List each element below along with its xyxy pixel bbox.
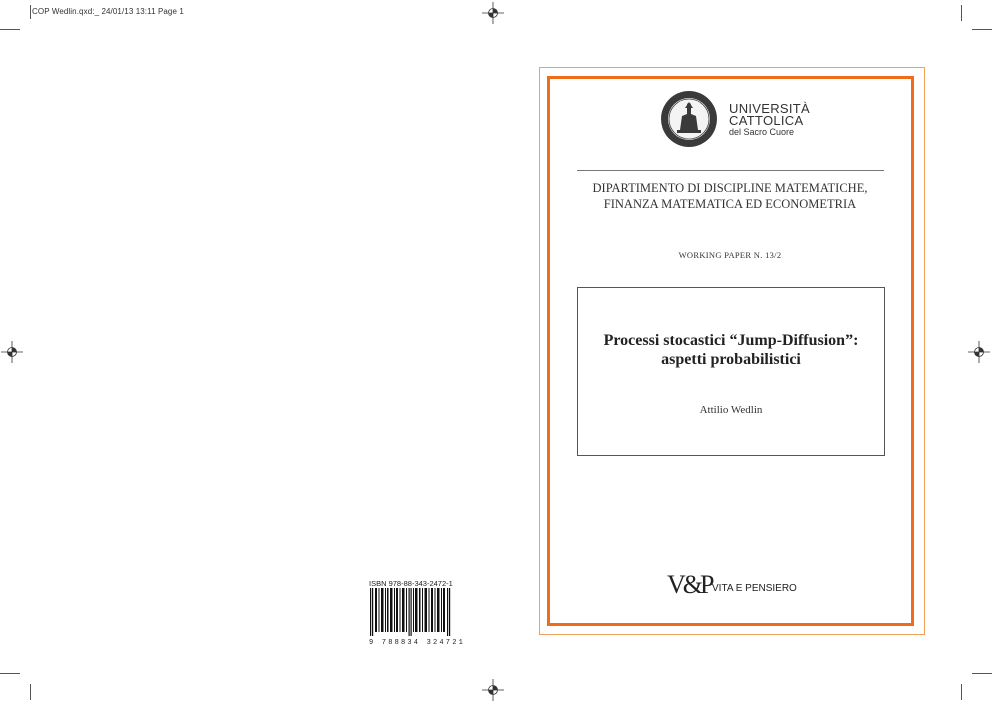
crop-mark-bottom-left-v bbox=[30, 684, 31, 700]
divider-rule bbox=[577, 170, 884, 171]
publisher-name: VITA E PENSIERO bbox=[712, 583, 797, 594]
slug-text: COP Wedlin.qxd:_ 24/01/13 13:11 Page 1 bbox=[32, 7, 184, 16]
university-seal-icon bbox=[660, 90, 718, 148]
university-line1: UNIVERSITÀ bbox=[729, 101, 811, 116]
paper-title bbox=[577, 331, 885, 369]
registration-mark-top bbox=[482, 2, 504, 24]
department-name bbox=[560, 180, 900, 212]
registration-mark-right bbox=[968, 341, 990, 363]
title-line2: aspetti probabilistici bbox=[661, 351, 801, 368]
department-line1: DIPARTIMENTO DI DISCIPLINE MATEMATICHE, bbox=[592, 181, 868, 195]
crop-mark-bottom-right-v bbox=[961, 684, 962, 700]
university-line3: del Sacro Cuore bbox=[729, 127, 795, 137]
working-paper-number: WORKING PAPER N. 13/2 bbox=[678, 250, 782, 260]
publisher-logo: V&P bbox=[667, 570, 712, 599]
author-name: Attilio Wedlin bbox=[699, 404, 763, 416]
isbn-text: ISBN 978-88-343-2472-1 bbox=[369, 579, 453, 588]
university-name bbox=[729, 103, 810, 138]
crop-mark-top-left-h bbox=[0, 29, 20, 30]
registration-mark-left bbox=[1, 341, 23, 363]
slug-bar bbox=[30, 5, 31, 19]
title-box bbox=[577, 287, 885, 456]
title-line1: Processi stocastici “Jump-Diffusion”: bbox=[603, 332, 859, 349]
department-line2: FINANZA MATEMATICA ED ECONOMETRIA bbox=[603, 197, 857, 211]
barcode-icon bbox=[370, 588, 452, 638]
registration-mark-bottom bbox=[482, 679, 504, 701]
crop-mark-bottom-right-h bbox=[972, 673, 992, 674]
crop-mark-bottom-left-h bbox=[0, 673, 20, 674]
barcode-digits: 9 788834 324721 bbox=[369, 639, 466, 647]
crop-mark-top-right-v bbox=[961, 5, 962, 21]
university-line2: CATTOLICA bbox=[729, 113, 804, 128]
crop-mark-top-right-h bbox=[972, 29, 992, 30]
